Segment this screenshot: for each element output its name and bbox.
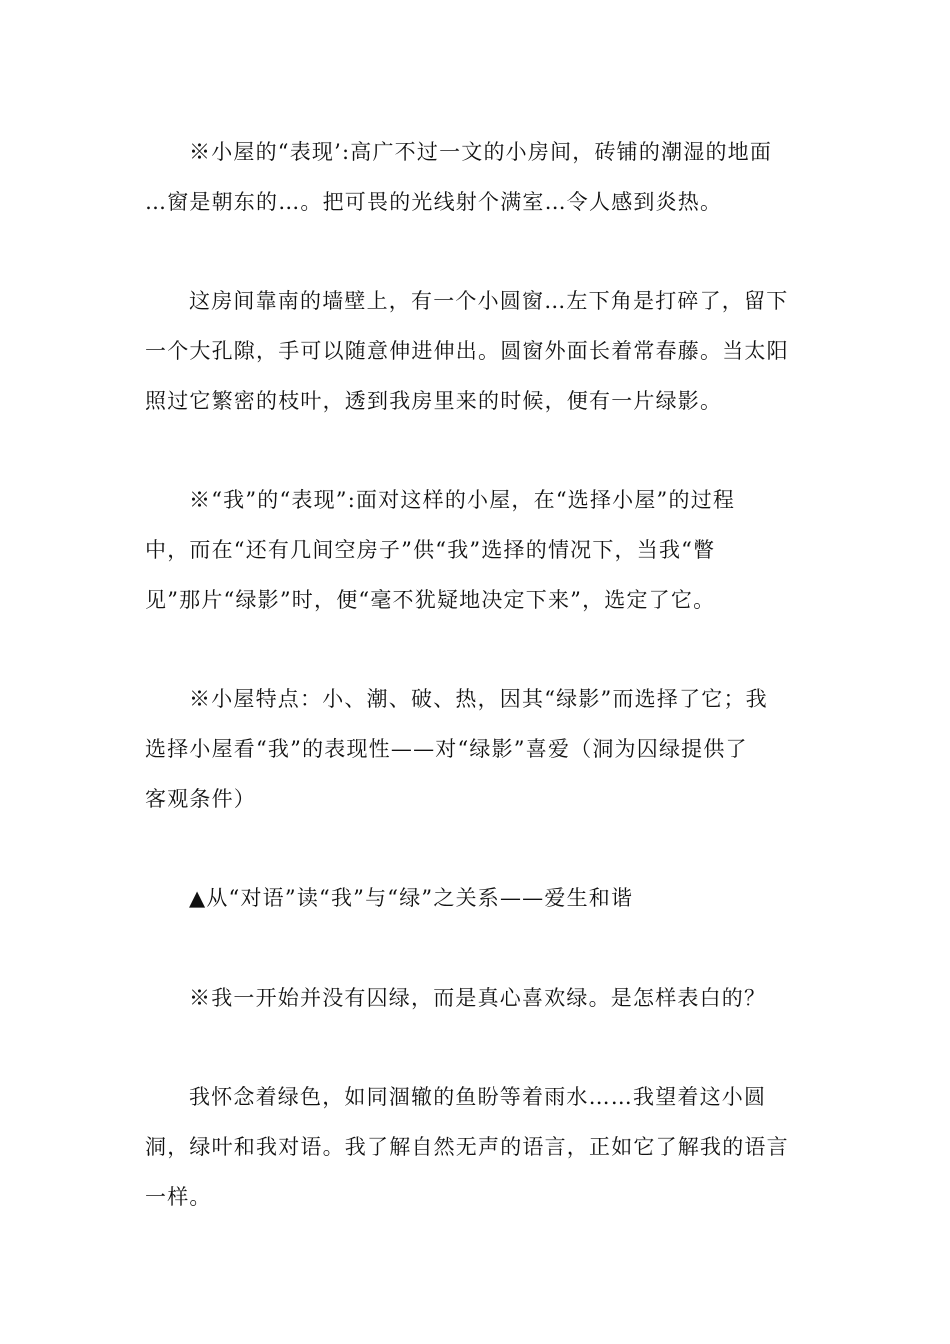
text-line: 选择小屋看“我”的表现性——对“绿影”喜爱（洞为囚绿提供了 [145, 737, 748, 761]
paragraph-question [145, 973, 807, 1023]
paragraph-my-appearance [145, 475, 807, 625]
section-heading-dialogue [145, 873, 807, 923]
text-line: ※小屋的“表现’:高广不过一文的小房间，砖铺的潮湿的地面 [189, 140, 773, 164]
text-line: ※我一开始并没有囚绿，而是真心喜欢绿。是怎样表白的？ [189, 986, 767, 1010]
text-line: 客观条件） [145, 787, 256, 811]
paragraph-round-window [145, 276, 807, 426]
text-line: 照过它繁密的枝叶，透到我房里来的时候，便有一片绿影。 [145, 389, 723, 413]
text-line: 见”那片“绿影”时，便“毫不犹疑地决定下来”，选定了它。 [145, 588, 716, 612]
paragraph-room-appearance [145, 127, 807, 227]
text-line: ※“我”的“表现”:面对这样的小屋，在“选择小屋”的过程 [189, 488, 736, 512]
paragraph-room-features [145, 674, 807, 824]
text-line: ※小屋特点：小、潮、破、热，因其“绿影”而选择了它；我 [189, 687, 768, 711]
paragraph-quote-longing [145, 1072, 807, 1222]
text-line: ▲从“对语”读“我”与“绿”之关系——爱生和谐 [189, 886, 634, 910]
text-line: 一个大孔隙，手可以随意伸进伸出。圆窗外面长着常春藤。当太阳 [145, 339, 789, 363]
text-line: 我怀念着绿色，如同涸辙的鱼盼等着雨水……我望着这小圆 [189, 1085, 767, 1109]
text-line: 这房间靠南的墙壁上，有一个小圆窗…左下角是打碎了，留下 [189, 289, 789, 313]
text-line: 中，而在“还有几间空房子”供“我”选择的情况下，当我“瞥 [145, 538, 716, 562]
text-line: 洞，绿叶和我对语。我了解自然无声的语言，正如它了解我的语言 [145, 1135, 789, 1159]
text-line: 一样。 [145, 1185, 212, 1209]
text-line: …窗是朝东的…。把可畏的光线射个满室…令人感到炎热。 [145, 190, 723, 214]
